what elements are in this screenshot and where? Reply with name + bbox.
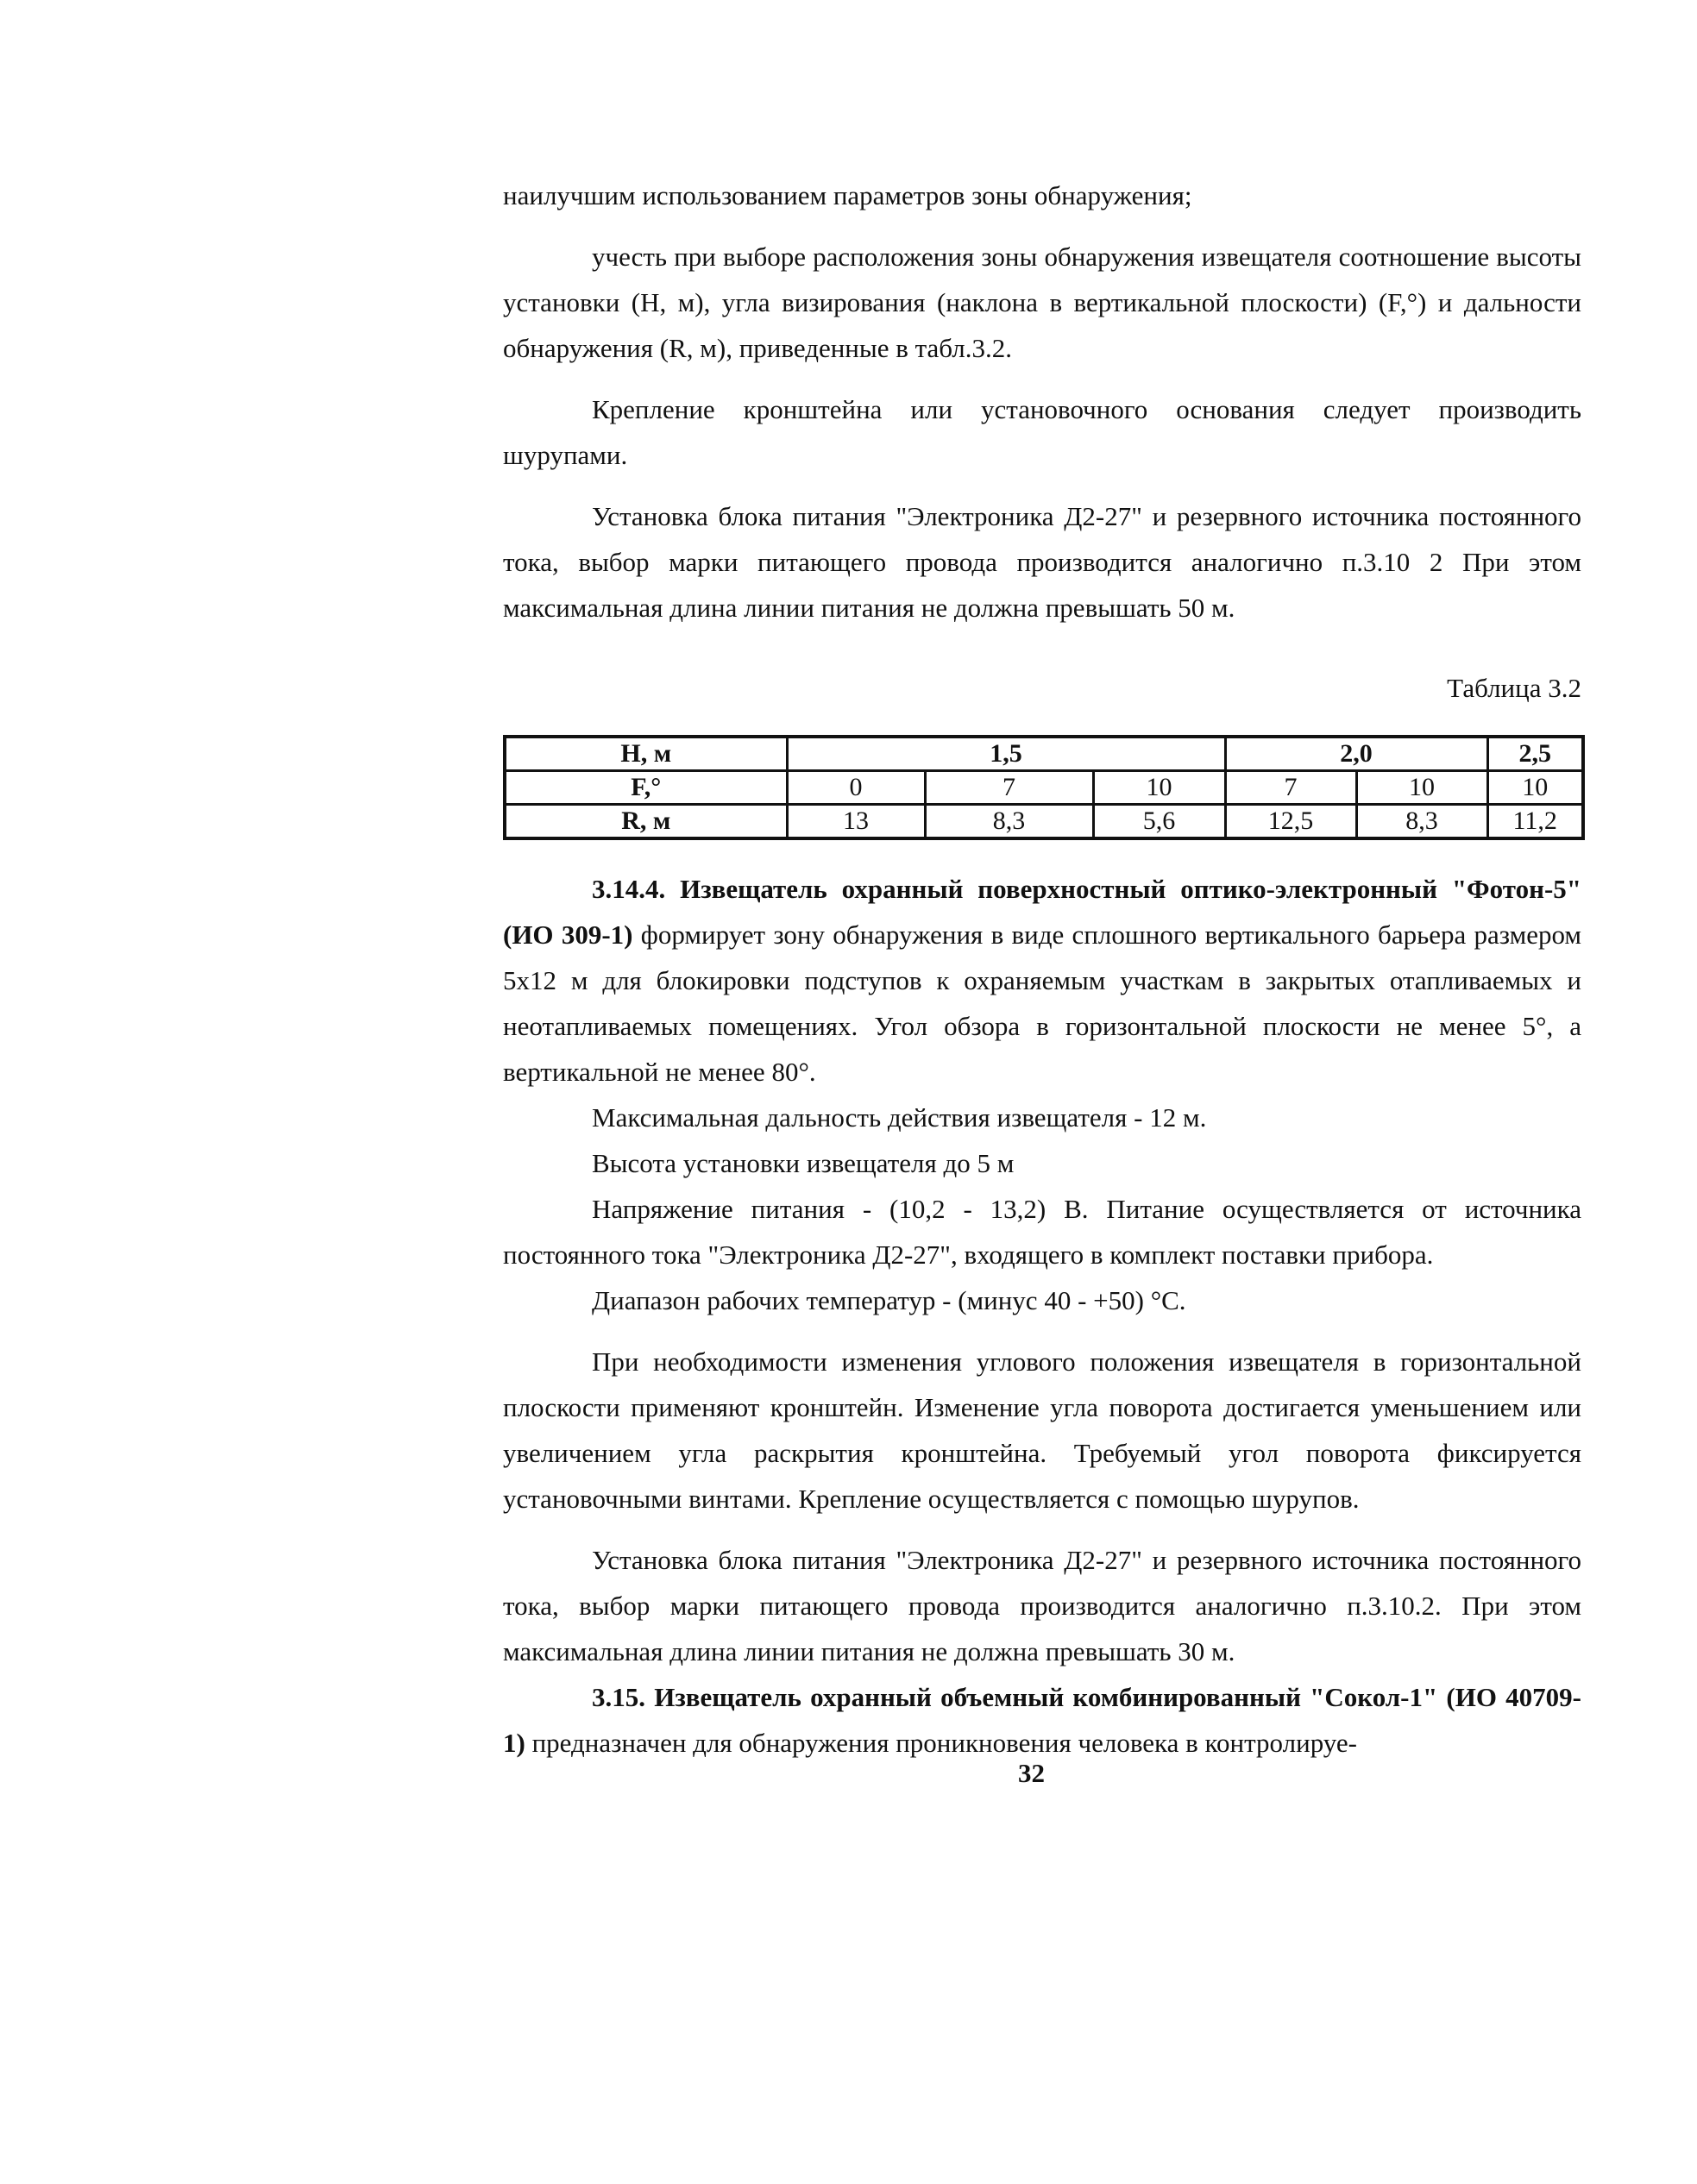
table-row-angle <box>505 771 1583 805</box>
table-cell-h-1-5: 1,5 <box>787 737 1225 771</box>
section-heading-3-15: 3.15. Извещатель охранный объемный комбинированный "Сокол-1" (ИО 40709-1) <box>503 1682 1581 1758</box>
table-cell: 7 <box>1225 771 1356 805</box>
section-text-3-15: предназначен для обнаружения проникновения человека в контролируе- <box>525 1728 1357 1758</box>
paragraph-foton-5 <box>503 866 1581 1095</box>
table-cell: 10 <box>1093 771 1225 805</box>
paragraph-mount-height: Высота установки извещателя до 5 м <box>592 1148 1015 1178</box>
paragraph-temperature-range: Диапазон рабочих температур - (минус 40 - +50) °С. <box>592 1285 1186 1315</box>
paragraph-power-supply-30m: Установка блока питания "Электроника Д2-27" и резервного источника постоянного тока, выбор марки питающего провода производится аналогично п.3.10.2. При этом максимальная длина линии питания не должна превышать 30 м. <box>503 1545 1581 1666</box>
table-header-r: R, м <box>505 805 787 839</box>
table-cell: 13 <box>787 805 925 839</box>
paragraph-continuation: наилучшим использованием параметров зоны обнаружения; <box>503 180 1192 210</box>
table-header-f: F,° <box>505 771 787 805</box>
paragraph-sokol-1 <box>503 1674 1581 1766</box>
table-cell: 5,6 <box>1093 805 1225 839</box>
section-text-3-14-4: формирует зону обнаружения в виде сплошного вертикального барьера размером 5х12 м для блокировки подступов к охраняемым участкам в закрытых отапливаемых и неотапливаемых помещениях. Угол обзора в горизонтальной плоскости не менее 5°, а вертикальной не менее 80°. <box>503 919 1581 1087</box>
table-caption: Таблица 3.2 <box>1447 673 1581 703</box>
table-cell-h-2-0: 2,0 <box>1225 737 1487 771</box>
table-cell: 10 <box>1487 771 1583 805</box>
table-cell: 8,3 <box>925 805 1093 839</box>
parameters-table <box>503 735 1585 840</box>
table-cell: 0 <box>787 771 925 805</box>
table-cell: 11,2 <box>1487 805 1583 839</box>
paragraph-power-supply-50m: Установка блока питания "Электроника Д2-27" и резервного источника постоянного тока, выбор марки питающего провода производится аналогично п.3.10 2 При этом максимальная длина линии питания не должна превышать 50 м. <box>503 501 1581 623</box>
paragraph-max-range: Максимальная дальность действия извещателя - 12 м. <box>592 1102 1207 1133</box>
page-number: 32 <box>1018 1758 1045 1788</box>
table-cell: 7 <box>925 771 1093 805</box>
paragraph-supply-voltage: Напряжение питания - (10,2 - 13,2) В. Питание осуществляется от источника постоянного тока "Электроника Д2-27", входящего в комплект поставки прибора. <box>503 1194 1581 1270</box>
table-row-height <box>505 737 1583 771</box>
paragraph-bracket-angle: При необходимости изменения углового положения извещателя в горизонтальной плоскости применяют кронштейн. Изменение угла поворота достигается уменьшением или увеличением угла раскрытия кронштейна. Требуемый угол поворота фиксируется установочными винтами. Крепление осуществляется с помощью шурупов. <box>503 1346 1581 1514</box>
section-heading-3-14-4: 3.14.4. Извещатель охранный поверхностный оптико-электронный "Фотон-5" (ИО 309-1) <box>503 874 1581 950</box>
table-cell: 8,3 <box>1356 805 1487 839</box>
table-header-h: H, м <box>505 737 787 771</box>
table-cell: 10 <box>1356 771 1487 805</box>
paragraph-bracket-mounting: Крепление кронштейна или установочного основания следует производить шурупами. <box>503 394 1581 470</box>
table-cell: 12,5 <box>1225 805 1356 839</box>
table-cell-h-2-5: 2,5 <box>1487 737 1583 771</box>
table-row-range <box>505 805 1583 839</box>
document-page <box>503 173 1581 1766</box>
paragraph-zone-parameters: учесть при выборе расположения зоны обнаружения извещателя соотношение высоты установки (H, м), угла визирования (наклона в вертикальной плоскости) (F,°) и дальности обнаружения (R, м), приведенные в табл.3.2. <box>503 242 1581 363</box>
